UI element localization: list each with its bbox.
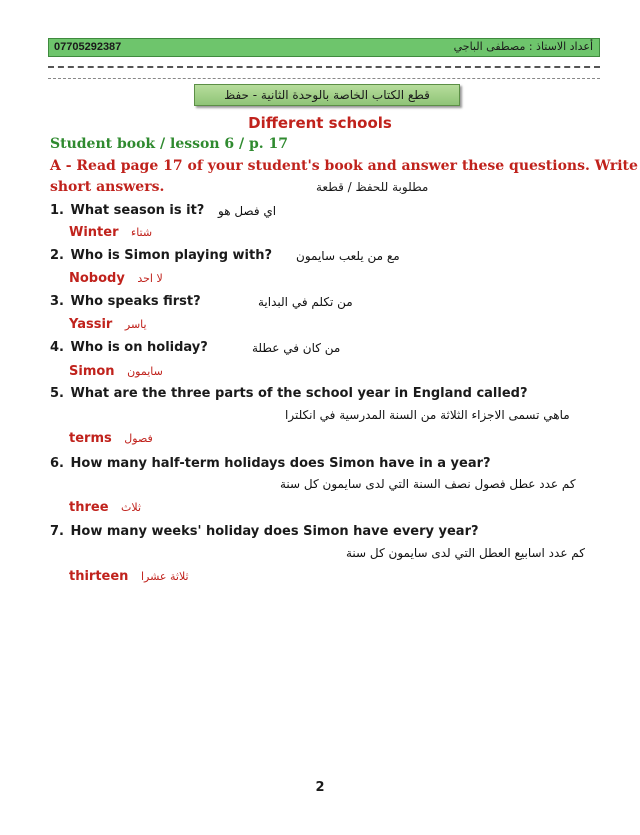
question (50, 340, 208, 355)
answer-translation: ياسر (124, 318, 147, 331)
header-bar (48, 38, 600, 57)
phone-number: 07705292387 (54, 41, 122, 53)
instruction-line-2: short answers. (50, 179, 165, 195)
memorize-note: مطلوبة للحفظ / قطعة (316, 180, 429, 194)
question-number: 5. (50, 386, 64, 401)
answer-text: Winter (69, 225, 119, 240)
question (50, 294, 201, 309)
question-text: What season is it? (70, 203, 205, 218)
answer-text: Simon (69, 364, 115, 379)
question (50, 524, 479, 539)
question (50, 203, 204, 218)
answer-translation: ثلاثة عشرا (140, 570, 189, 583)
answer (69, 569, 189, 584)
question-translation: اي فصل هو (218, 204, 277, 218)
question-number: 1. (50, 203, 64, 218)
question-translation: كم عدد اسابيع العطل التي لدى سايمون كل سنة (346, 546, 585, 560)
question-number: 7. (50, 524, 64, 539)
question-translation: من تكلم في البداية (258, 295, 353, 309)
lesson-reference: Student book / lesson 6 / p. 17 (50, 136, 288, 152)
answer (69, 431, 153, 446)
divider (48, 66, 600, 68)
answer (69, 364, 163, 379)
question-number: 4. (50, 340, 64, 355)
instruction-line-1: A - Read page 17 of your student's book and answer these questions. Write (50, 158, 638, 174)
author-credit: أعداد الاستاذ : مصطفى الباجي (453, 40, 593, 53)
divider (48, 78, 600, 79)
question (50, 248, 272, 263)
question-text: What are the three parts of the school year in England called? (70, 386, 528, 401)
answer-text: three (69, 500, 109, 515)
answer-text: Yassir (69, 317, 113, 332)
question-text: Who is Simon playing with? (70, 248, 273, 263)
question-text: Who speaks first? (70, 294, 201, 309)
question-number: 6. (50, 456, 64, 471)
question (50, 386, 528, 401)
question-text: How many weeks' holiday does Simon have every year? (70, 524, 479, 539)
answer (69, 225, 152, 240)
answer (69, 500, 141, 515)
page-number: 2 (315, 780, 325, 795)
question-number: 3. (50, 294, 64, 309)
answer-translation: لا احد (137, 272, 163, 285)
answer-text: terms (69, 431, 112, 446)
answer-translation: شتاء (131, 226, 153, 239)
answer-text: thirteen (69, 569, 129, 584)
section-banner: قطع الكتاب الخاصة بالوحدة الثانية - حفظ (194, 84, 460, 106)
question-text: How many half-term holidays does Simon have in a year? (70, 456, 491, 471)
answer-translation: ثلاث (121, 501, 142, 514)
question-translation: ماهي تسمى الاجزاء الثلاثة من السنة المدرسية في انكلترا (285, 408, 570, 422)
question-translation: مع من يلعب سايمون (296, 249, 400, 263)
answer (69, 317, 147, 332)
answer-translation: فصول (124, 432, 153, 445)
answer-text: Nobody (69, 271, 125, 286)
question-translation: من كان في عطلة (252, 341, 341, 355)
answer (69, 271, 163, 286)
question-translation: كم عدد عطل فصول نصف السنة التي لدى سايمون كل سنة (280, 477, 576, 491)
page-title: Different schools (248, 114, 392, 132)
question-number: 2. (50, 248, 64, 263)
question (50, 456, 491, 471)
question-text: Who is on holiday? (70, 340, 208, 355)
answer-translation: سايمون (127, 365, 163, 378)
